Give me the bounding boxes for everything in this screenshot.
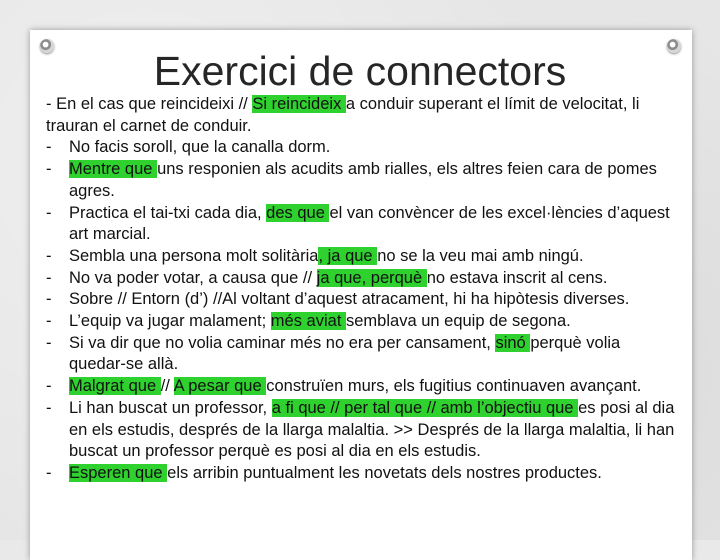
exercise-list <box>46 94 676 485</box>
sentence-text: Li han buscat un professor, <box>69 398 272 417</box>
bullet-dash: - <box>46 160 52 179</box>
list-item <box>46 398 676 463</box>
bullet-dash: - <box>46 312 52 331</box>
highlighted-connector: Si reincideix <box>252 95 346 113</box>
highlighted-connector: més aviat <box>270 312 346 331</box>
highlighted-connector: Mentre que <box>69 160 158 179</box>
list-item-text <box>69 160 657 200</box>
list-item-text <box>69 247 584 265</box>
sentence-text: Practica el tai-txi cada dia, <box>69 203 267 222</box>
highlighted-connector: ja que, perquè <box>316 268 427 287</box>
list-item <box>46 289 676 311</box>
list-item <box>46 333 676 376</box>
list-item-text <box>69 138 330 156</box>
highlighted-connector: A pesar que <box>173 377 267 396</box>
list-item <box>46 137 676 159</box>
highlighted-connector: des que <box>266 203 330 222</box>
sentence-text: Sembla una persona molt solitària <box>69 246 319 265</box>
list-item <box>46 376 676 398</box>
sentence-text: uns responien als acudits amb rialles, els altres feien cara de pomes agres. <box>69 160 657 200</box>
sentence-text: Sobre // Entorn (d’) //Al voltant d’aquest atracament, hi ha hipòtesis diverses. <box>69 290 630 309</box>
highlighted-connector: a fi que // per tal que // amb l’objectiu que <box>271 398 579 417</box>
bullet-dash: - <box>46 290 52 309</box>
bullet-dash: - <box>46 203 52 222</box>
highlighted-connector: , ja que <box>318 246 378 265</box>
highlighted-connector: Esperen que <box>69 463 168 482</box>
list-item-text <box>69 377 641 395</box>
sentence-text: No facis soroll, que la canalla dorm. <box>69 138 331 157</box>
list-item-text <box>69 464 602 482</box>
list-item <box>46 268 676 290</box>
slide-title: Exercici de connectors <box>153 48 567 94</box>
sentence-text: Si va dir que no volia caminar més no era per cansament, <box>69 333 496 352</box>
list-item-text <box>69 312 571 330</box>
sentence-text: semblava un equip de segona. <box>346 312 571 331</box>
list-item-text <box>69 399 674 460</box>
bullet-dash: - <box>46 138 52 157</box>
list-item <box>46 94 676 137</box>
bullet-dash: - <box>46 268 52 287</box>
list-item-text <box>69 290 629 308</box>
sentence-text: no estava inscrit al cens. <box>426 268 608 287</box>
sentence-text: - En el cas que reincideixi // <box>46 95 253 113</box>
sentence-text: perquè volia quedar-se allà. <box>69 333 621 374</box>
sentence-text: els arribin puntualment les novetats dels nostres productes. <box>167 463 602 482</box>
sentence-text: no se la veu mai amb ningú. <box>377 246 584 265</box>
sentence-text: // <box>160 377 174 396</box>
bullet-dash: - <box>46 333 52 352</box>
list-item <box>46 159 676 202</box>
sentence-text: es posi al dia en els estudis, després de la llarga malaltia. >> Després de la llarga malaltia, li han buscat un professor perquè es posi al dia en els estudis. <box>69 398 675 461</box>
highlighted-connector: sinó <box>495 333 531 352</box>
sentence-text: a conduir superant el límit de velocitat, li trauran el carnet de conduir. <box>46 95 640 135</box>
sentence-text: No va poder votar, a causa que // <box>69 268 317 287</box>
bullet-dash: - <box>46 463 52 482</box>
list-item <box>46 463 676 485</box>
sentence-text: el van convèncer de les excel·lències d’aquest art marcial. <box>69 203 670 244</box>
list-item <box>46 246 676 268</box>
list-item-text <box>69 204 670 244</box>
list-item-text <box>69 334 620 374</box>
bullet-dash: - <box>46 398 52 417</box>
list-item-text <box>69 269 607 287</box>
sentence-text: construïen murs, els fugitius continuaven avançant. <box>266 377 642 396</box>
list-item-text <box>46 94 676 137</box>
highlighted-connector: Malgrat que <box>69 377 161 396</box>
list-item <box>46 203 676 246</box>
bullet-dash: - <box>46 246 52 265</box>
list-item <box>46 311 676 333</box>
bullet-dash: - <box>46 377 52 396</box>
sentence-text: L’equip va jugar malament; <box>69 312 271 331</box>
